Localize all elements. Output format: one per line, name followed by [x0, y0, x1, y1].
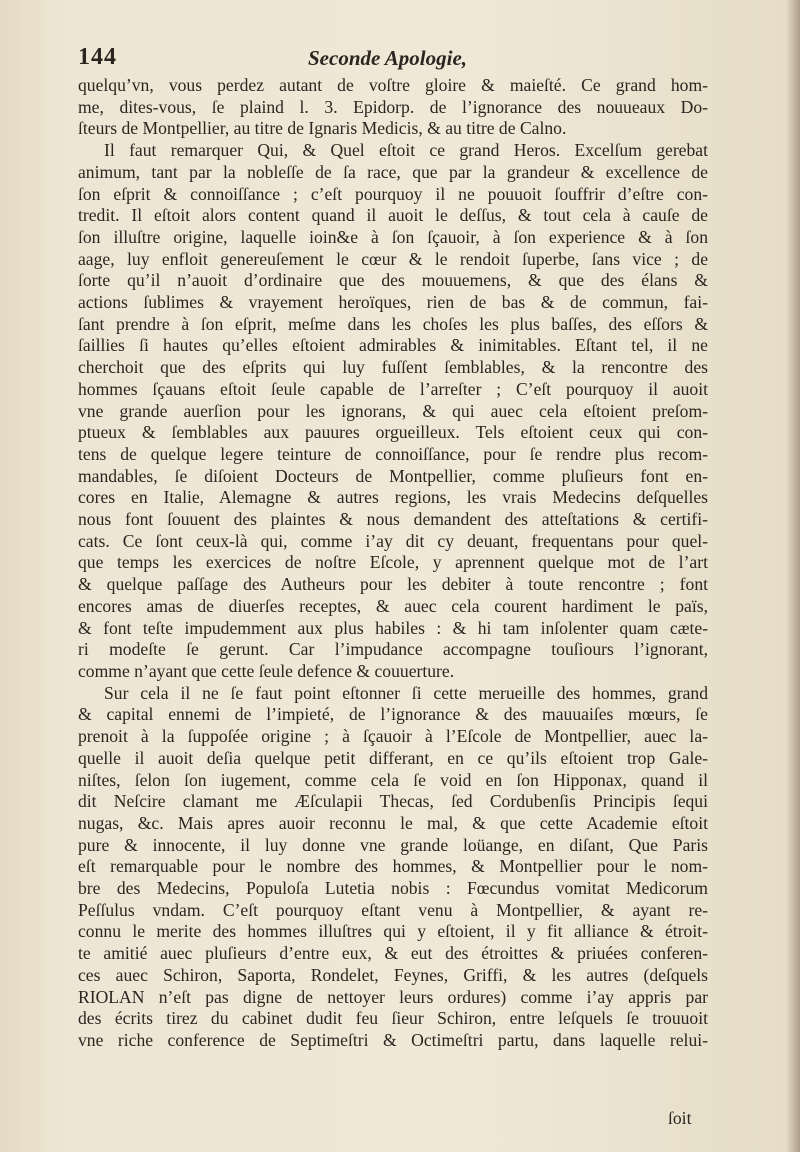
text-line: ſorte qu’il n’auoit d’ordinaire que des mouuemens, & que des élans & — [78, 270, 708, 291]
text-line: comme n’ayant que cette ſeule defence & couuerture. — [78, 660, 455, 681]
text-line: ſteurs de Montpellier, au titre de Ignaris Medicis, & au titre de Calno. — [78, 118, 567, 139]
page-number: 144 — [78, 44, 117, 70]
text-line: nugas, &c. Mais apres auoir reconnu le mal, & que cette Academie eſtoit — [78, 812, 708, 833]
body-text — [78, 75, 708, 1052]
text-line: actions ſublimes & vrayement heroïques, rien de bas & de commun, fai- — [78, 292, 708, 313]
text-line: des écrits tirez du cabinet dudit feu ſieur Schiron, entre leſquels ſe trouuoit — [78, 1008, 708, 1029]
text-line: ſon eſprit & connoiſſance ; c’eſt pourquoy il ne pouuoit ſouffrir d’eſtre con- — [78, 183, 708, 204]
text-line: niſtes, ſelon ſon iugement, comme cela ſe void en ſon Hipponax, quand il — [78, 769, 708, 790]
text-line: vne riche conference de Septimeſtri & Octimeſtri partu, dans laquelle relui- — [78, 1029, 708, 1050]
text-line: nous font ſouuent des plaintes & nous demandent des atteſtations & certifi- — [78, 509, 708, 530]
text-line: eſt remarquable pour le nombre des hommes, & Montpellier pour le nom- — [78, 856, 708, 877]
text-line: mandables, ſe diſoient Docteurs de Montpellier, comme pluſieurs font en- — [78, 465, 708, 486]
text-line: Sur cela il ne ſe faut point eſtonner ſi cette merueille des hommes, grand — [104, 682, 708, 703]
text-line: bre des Medecins, Populoſa Lutetia nobis : Fœcundus vomitat Medicorum — [78, 878, 708, 899]
text-line: te amitié auec pluſieurs d’entre eux, & eut des étroittes & priuées conferen- — [78, 943, 708, 964]
text-line: cats. Ce ſont ceux-là qui, comme i’ay dit cy deuant, frequentans pour quel- — [78, 530, 708, 551]
text-line: ces auec Schiron, Saporta, Rondelet, Feynes, Griffi, & les autres (deſquels — [78, 964, 708, 985]
text-line: tredit. Il eſtoit alors content quand il auoit le deſſus, & tout cela à cauſe de — [78, 205, 708, 226]
text-line: dit Neſcire clamant me Æſculapii Thecas, ſed Cordubenſis Principis ſequi — [78, 791, 708, 812]
text-line: quelle il auoit deſia quelque petit differant, en ce qu’ils eſtoient trop Gale- — [78, 747, 708, 768]
text-line: pure & innocente, il luy donne vne grande loüange, en diſant, Que Paris — [78, 834, 708, 855]
text-line: tens de quelque legere teinture de connoiſſance, pour ſe rendre plus recom- — [78, 443, 708, 464]
text-line: encores amas de diuerſes receptes, & auec cela courent hardiment le païs, — [78, 595, 708, 616]
text-line: Peſſulus vndam. C’eſt pourquoy eſtant venu à Montpellier, & ayant re- — [78, 899, 708, 920]
text-line: ſant prendre à ſon eſprit, meſme dans les choſes les plus baſſes, des eſſors & — [78, 313, 708, 334]
running-title: Seconde Apologie, — [308, 46, 468, 70]
page-header — [78, 40, 718, 74]
text-line: cherchoit que des eſprits qui luy fuſſent ſemblables, & la rencontre des — [78, 357, 708, 378]
text-line: prenoit à la ſuppoſée origine ; à ſçauoir à l’Eſcole de Montpellier, auec la- — [78, 726, 708, 747]
text-line: & capital ennemi de l’impieté, de l’ignorance & des mauuaiſes mœurs, ſe — [78, 704, 708, 725]
text-line: & font teſte impudemment aux plus habiles : & hi tam inſolenter quam cæte- — [78, 617, 708, 638]
text-line: Il faut remarquer Qui, & Quel eſtoit ce grand Heros. Excelſum gerebat — [104, 140, 708, 161]
text-line: & quelque paſſage des Autheurs pour les debiter à toute rencontre ; font — [78, 574, 708, 595]
text-line: RIOLAN n’eſt pas digne de nettoyer leurs ordures) comme i’ay appris par — [78, 986, 708, 1007]
text-line: ri modeſte ſe gerunt. Car l’impudance accompagne touſiours l’ignorant, — [78, 639, 708, 660]
text-line: connu le merite des hommes illuſtres qui y eſtoient, il y fit alliance & étroit- — [78, 921, 708, 942]
text-line: animum, tant par la nobleſſe de ſa race, que par la grandeur & excellence de — [78, 161, 708, 182]
text-line: ptueux & ſemblables aux pauures orgueilleux. Tels eſtoient ceux qui con- — [78, 422, 708, 443]
catchword: ſoit — [668, 1108, 692, 1128]
text-line: ſaillies ſi hautes qu’elles eſtoient admirables & inimitables. Eſtant tel, il ne — [78, 335, 708, 356]
text-line: vne grande auerſion pour les ignorans, & qui auec cela eſtoient preſom- — [78, 400, 708, 421]
text-line: me, dites-vous, ſe plaind l. 3. Epidorp. de l’ignorance des nouueaux Do- — [78, 96, 708, 117]
text-line: ſon illuſtre origine, laquelle ioin&e à ſon ſçauoir, à ſon experience & à ſon — [78, 226, 708, 247]
text-line: cores en Italie, Alemagne & autres regions, les vrais Medecins deſquelles — [78, 487, 708, 508]
text-line: que temps les exercices de noſtre Eſcole, y aprennent quelque mot de l’art — [78, 552, 708, 573]
text-line: quelqu’vn, vous perdez autant de voſtre gloire & maieſté. Ce grand hom- — [78, 75, 708, 95]
text-line: hommes ſçauans eſtoit ſeule capable de l’arreſter ; C’eſt pourquoy il auoit — [78, 378, 708, 399]
text-line: aage, luy enfloit genereuſement le cœur & le rendoit ſuperbe, ſans vice ; de — [78, 248, 708, 269]
